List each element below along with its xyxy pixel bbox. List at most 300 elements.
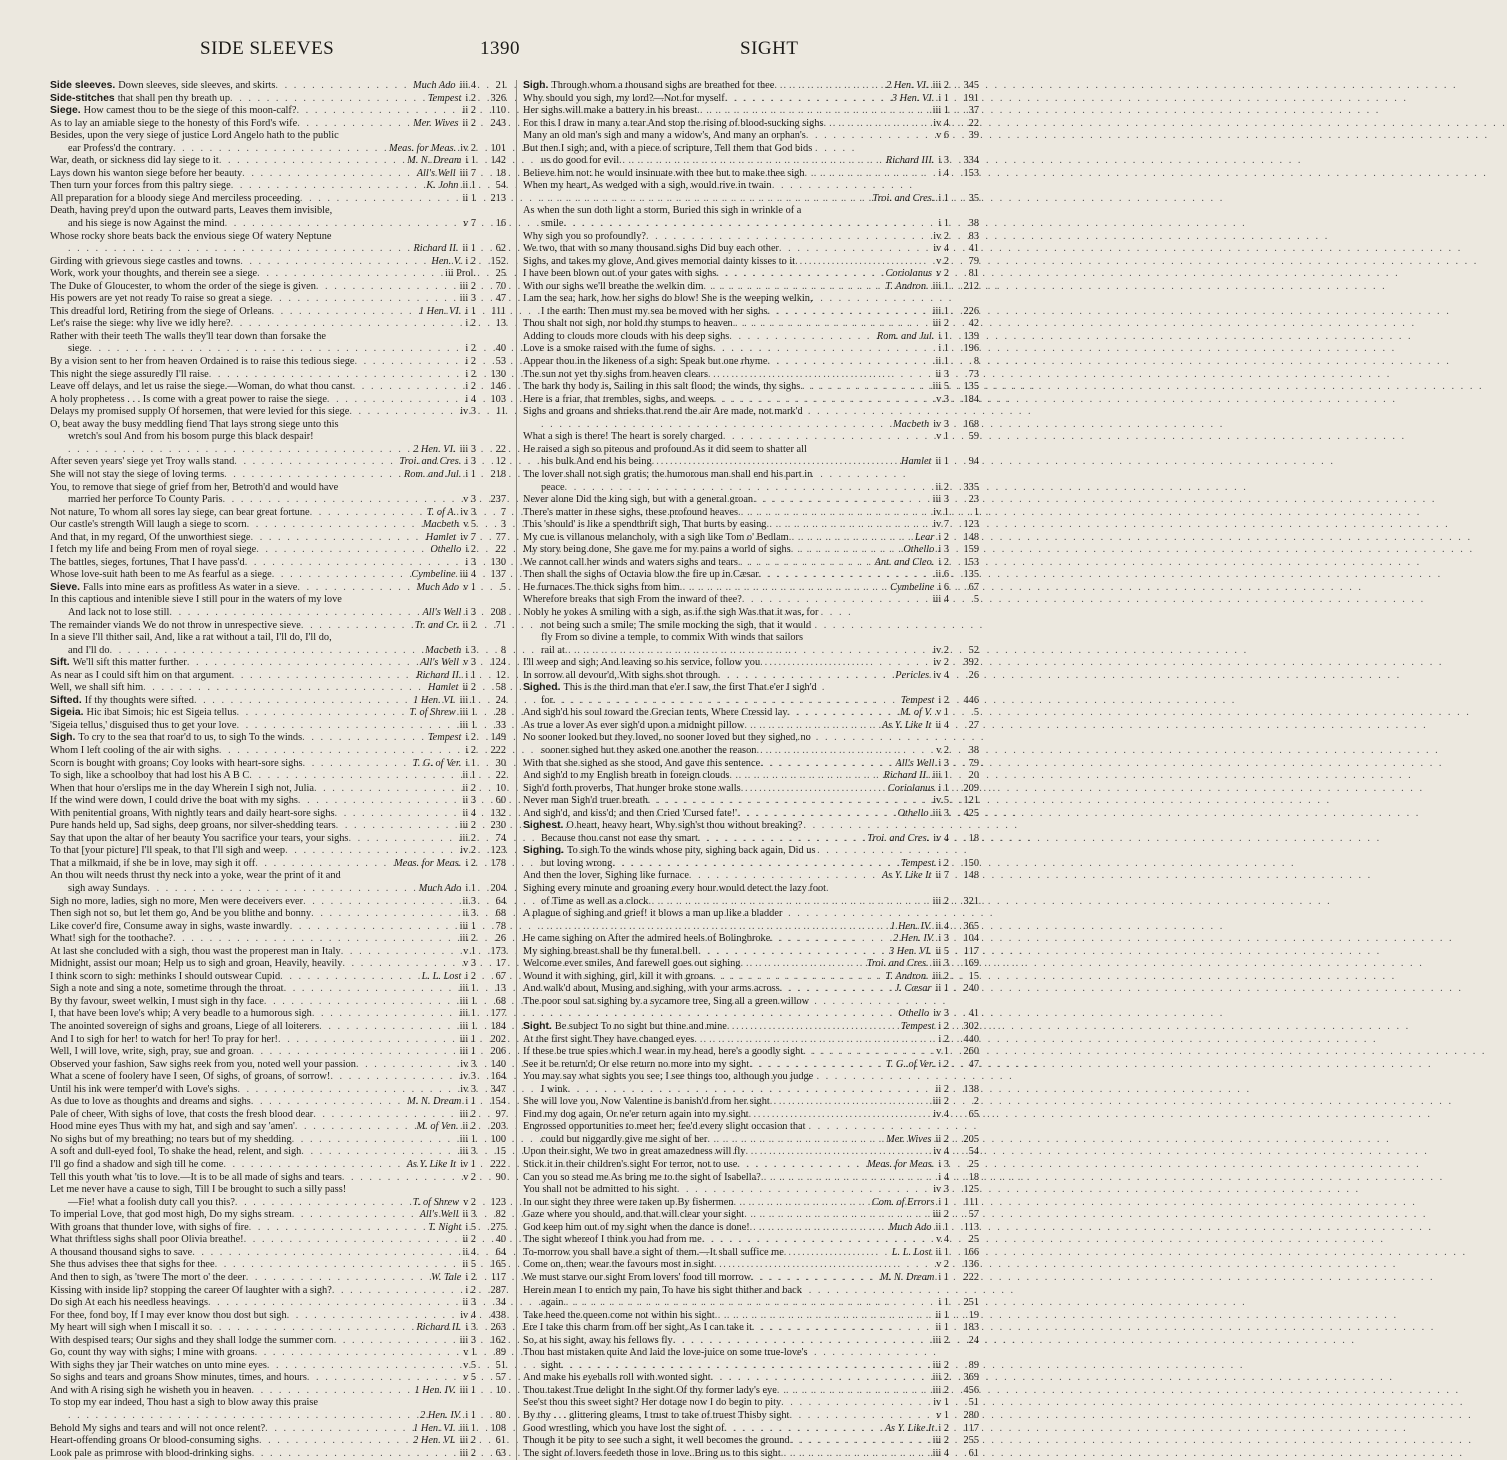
- entry-text: [50, 507, 310, 520]
- entry-text: [50, 532, 251, 545]
- quotation: of Time as well as a clock: [541, 895, 649, 907]
- line-number: 12: [495, 669, 506, 681]
- entry-text: [523, 845, 816, 858]
- entry-line: [523, 732, 979, 745]
- quotation: We'll sift this matter further: [72, 657, 187, 669]
- line-number: 40: [495, 343, 506, 355]
- quotation: smile: [541, 218, 564, 230]
- act-scene: i 2: [938, 1033, 949, 1045]
- leader-dots: [770, 933, 889, 946]
- play-title: Hamlet: [428, 682, 459, 694]
- leader-dots: [790, 1435, 925, 1448]
- leader-dots: [745, 1146, 925, 1159]
- act-scene: v 3: [463, 958, 476, 970]
- line-number: 65: [968, 1108, 979, 1120]
- entry-text: [50, 456, 234, 469]
- entry-text: [523, 1159, 737, 1172]
- leader-dots: [800, 381, 924, 394]
- line-number: 101: [490, 142, 506, 154]
- act-scene: iv 3: [460, 506, 476, 518]
- act-scene: i 2: [465, 1271, 476, 1283]
- line-number: 148: [963, 870, 979, 882]
- leader-dots: [784, 1247, 888, 1260]
- quotation: Go, count thy way with sighs; I mine with groans: [50, 1347, 255, 1359]
- entry-text: [50, 268, 257, 281]
- quotation: When that hour o'erslips me in the day Wherein I sigh not, Julia: [50, 782, 314, 794]
- entry-text: [523, 783, 741, 796]
- line-number: 135: [963, 569, 979, 581]
- act-scene: i 2: [465, 970, 476, 982]
- quotation: Because thou canst not ease thy smart: [541, 832, 698, 844]
- line-number: 34: [495, 1297, 506, 1309]
- entry-line: [523, 293, 979, 306]
- line-number: 125: [963, 1184, 979, 1196]
- entry-text: [523, 682, 817, 695]
- leader-dots: [147, 883, 414, 896]
- line-number: 392: [963, 657, 979, 669]
- entry-text: [50, 557, 245, 570]
- entry-line: [523, 983, 979, 996]
- leader-dots: [224, 469, 400, 482]
- entry-text: [523, 268, 716, 281]
- leader-dots: [734, 1197, 868, 1210]
- leader-dots: [314, 783, 455, 796]
- line-number: 78: [495, 920, 506, 932]
- act-scene: iv 4: [933, 832, 949, 844]
- entry-text: [50, 971, 280, 984]
- act-scene: iv 3: [933, 1008, 949, 1020]
- quotation: O heart, heavy heart, Why sigh'st thou without breaking?: [566, 820, 803, 832]
- entry-line: [50, 1034, 506, 1047]
- play-title: Coriolanus: [885, 268, 933, 280]
- entry-line: [523, 1272, 979, 1285]
- line-number: 205: [963, 1133, 979, 1145]
- quotation: Well, we shall sift him: [50, 682, 144, 694]
- quotation: And that, in my regard, Of the unworthiest siege: [50, 531, 251, 543]
- act-scene: i 2: [465, 732, 476, 744]
- play-title: Hamlet: [425, 531, 457, 543]
- quotation: Delays my promised supply Of horsemen, that were levied for this siege: [50, 406, 350, 418]
- line-number: 26: [495, 933, 506, 945]
- quotation: Tell this youth what 'tis to love.—It is to be all made of sighs and tears: [50, 1171, 342, 1183]
- entry-line: [50, 507, 506, 520]
- quotation: Heart-offending groans Or blood-consuming sighs: [50, 1435, 259, 1447]
- quotation: 'Sigeia tellus,' disguised thus to get your love: [50, 719, 237, 731]
- act-scene: v 1: [936, 431, 949, 443]
- entry-line: [523, 1222, 979, 1235]
- act-scene: iii 3: [459, 1146, 476, 1158]
- entry-text: [50, 1322, 210, 1335]
- leader-dots: [718, 670, 891, 683]
- play-title: All's Well: [420, 657, 460, 669]
- entry-line: [50, 406, 506, 419]
- entry-line: [523, 482, 979, 495]
- entry-text: [50, 482, 338, 495]
- leader-dots: [303, 896, 454, 909]
- entry-text: [523, 1423, 724, 1436]
- line-number: 222: [490, 1159, 506, 1171]
- quotation: This dreadful lord, Retiring from the siege of Orleans: [50, 305, 272, 317]
- leader-dots: [303, 758, 409, 771]
- leader-dots: [714, 1259, 928, 1272]
- entry-text: [523, 732, 811, 745]
- entry-text: [50, 582, 297, 595]
- entry-text: [523, 582, 680, 595]
- line-number: 206: [490, 1046, 506, 1058]
- entry-text: [50, 544, 256, 557]
- entry-text: [523, 1071, 813, 1084]
- quotation: You, to remove that siege of grief from her, Betroth'd and would have: [50, 481, 339, 493]
- act-scene: i 3: [465, 606, 476, 618]
- entry-text: [50, 958, 342, 971]
- act-scene: v 5: [463, 1372, 476, 1384]
- play-title: Cymbeline: [411, 569, 456, 581]
- quotation: A plague of sighing and grief! it blows a man up like a bladder: [523, 908, 783, 920]
- act-scene: i 2: [938, 1422, 949, 1434]
- entry-text: [50, 1272, 246, 1285]
- entry-text: [541, 1134, 707, 1147]
- act-scene: i 1: [465, 757, 476, 769]
- line-number: 60: [495, 795, 506, 807]
- entry-line: [50, 419, 506, 432]
- act-scene: v 3: [463, 494, 476, 506]
- entry-line: [523, 883, 979, 896]
- act-scene: iv 2: [460, 845, 476, 857]
- entry-text: [50, 946, 341, 959]
- leader-dots: [749, 1059, 881, 1072]
- play-title: Rom. and Jul.: [403, 468, 462, 480]
- line-number: 148: [963, 531, 979, 543]
- line-number: 111: [491, 305, 506, 317]
- leader-dots: [727, 1021, 897, 1034]
- act-scene: ii 4: [935, 920, 949, 932]
- leader-dots: [223, 1159, 402, 1172]
- quotation: And sigh'd, and kiss'd; and then Cried 'Cursed fate!': [523, 807, 738, 819]
- play-title: All's Well: [416, 167, 456, 179]
- entry-line: [523, 1021, 979, 1034]
- line-number: 53: [495, 356, 506, 368]
- line-number: 153: [963, 167, 979, 179]
- headword: Sighest.: [523, 820, 564, 832]
- line-number: 10: [495, 782, 506, 794]
- quotation: Come on, then; wear the favours most in sight: [523, 1259, 715, 1271]
- leader-dots: [264, 996, 452, 1009]
- act-scene: i 1: [465, 305, 476, 317]
- quotation: Besides, upon the very siege of justice Lord Angelo hath to the public: [50, 130, 339, 142]
- line-number: 425: [963, 807, 979, 819]
- leader-dots: [714, 394, 928, 407]
- entry-line: [523, 1397, 979, 1410]
- play-title: Richard III.: [885, 155, 935, 167]
- act-scene: iv 3: [460, 1071, 476, 1083]
- entry-line: [523, 1197, 979, 1210]
- leader-dots: [68, 1410, 416, 1423]
- quotation: Lays down his wanton siege before her beauty: [50, 167, 243, 179]
- quotation: Her sighs will make a battery in his breast: [523, 105, 698, 117]
- act-scene: i 2: [465, 356, 476, 368]
- leader-dots: [648, 795, 925, 808]
- quotation: In this captious and intenible sieve I still pour in the waters of my love: [50, 594, 342, 606]
- entry-line: [523, 645, 979, 658]
- line-number: 2: [973, 1096, 979, 1108]
- act-scene: ii 7: [935, 870, 949, 882]
- leader-dots: [767, 306, 924, 319]
- act-scene: ii 6: [935, 569, 949, 581]
- quotation: Engrossed opportunities to meet her; fee'd every slight occasion that: [523, 1121, 806, 1133]
- quotation: Do sigh At each his needless heavings: [50, 1297, 208, 1309]
- entry-text: [50, 707, 236, 720]
- quotation: To sigh To the winds whose pity, sighing back again, Did us: [566, 845, 816, 857]
- act-scene: i 1: [938, 218, 949, 230]
- entry-line: [50, 130, 506, 143]
- act-scene: ii 1: [935, 1309, 949, 1321]
- quotation: fly From so divine a temple, to commix With winds that sailors: [541, 632, 803, 644]
- entry-line: [523, 369, 979, 382]
- entry-text: [523, 406, 803, 419]
- entry-text: [50, 1385, 251, 1398]
- entry-line: [523, 218, 979, 231]
- quotation: again: [541, 1297, 564, 1309]
- quotation: With sighs they jar Their watches on unto mine eyes: [50, 1359, 267, 1371]
- line-number: 321: [963, 895, 979, 907]
- act-scene: i 1: [465, 883, 476, 894]
- line-number: 177: [490, 1008, 506, 1020]
- entry-text: [523, 369, 708, 382]
- leader-dots: [301, 620, 411, 633]
- line-number: 226: [963, 305, 979, 317]
- act-scene: v 4: [936, 1234, 949, 1246]
- quotation: Here is a friar, that trembles, sighs, and weeps: [523, 393, 714, 405]
- quotation: By a vision sent to her from heaven Ordained is to raise this tedious siege: [50, 356, 355, 368]
- entry-text: [523, 770, 729, 783]
- headword: Sight.: [523, 1021, 552, 1033]
- act-scene: ii 1: [935, 1322, 949, 1334]
- line-number: 22: [495, 443, 506, 455]
- entry-line: [50, 670, 506, 683]
- leader-dots: [752, 1322, 927, 1335]
- entry-line: [50, 557, 506, 570]
- play-title: Mer. Wives: [886, 1133, 932, 1145]
- leader-dots: [750, 1222, 885, 1235]
- entry-text: [523, 444, 807, 457]
- line-number: 20: [968, 770, 979, 782]
- play-title: Mer. Wives: [413, 117, 459, 129]
- leader-dots: [330, 1071, 452, 1084]
- line-number: 173: [490, 945, 506, 957]
- act-scene: ii 2: [462, 619, 476, 631]
- play-title: T. Night: [428, 1221, 462, 1233]
- line-number: 103: [490, 393, 506, 405]
- quotation: Then sigh not so, but let them go, And be you blithe and bonny: [50, 908, 312, 920]
- line-number: 222: [490, 744, 506, 756]
- act-scene: i 2: [465, 544, 476, 556]
- entry-line: [523, 770, 979, 783]
- entry-text: [541, 745, 756, 758]
- headword: Sifted.: [50, 694, 82, 706]
- leader-dots: [708, 369, 927, 382]
- leader-dots: [738, 507, 925, 520]
- line-number: 121: [963, 795, 979, 807]
- quotation: With that she sighed as she stood, And gave this sentence: [523, 757, 761, 769]
- entry-line: [50, 620, 506, 633]
- act-scene: iii 2: [459, 1447, 476, 1459]
- leader-dots: [563, 1297, 930, 1310]
- headword: Sigh.: [523, 80, 549, 91]
- line-number: 165: [490, 1259, 506, 1271]
- leader-dots: [173, 933, 452, 946]
- entry-text: [523, 820, 803, 833]
- play-title: Macbeth: [422, 519, 460, 531]
- leader-dots: [789, 1410, 928, 1423]
- leader-dots: [298, 795, 455, 808]
- entry-text: [68, 883, 147, 896]
- line-number: 63: [495, 1447, 506, 1459]
- entry-text: [50, 1285, 332, 1298]
- leader-dots: [235, 1197, 409, 1210]
- line-number: 184: [490, 1021, 506, 1033]
- act-scene: ii 2: [462, 782, 476, 794]
- entry-text: [50, 1084, 237, 1097]
- act-scene: iii 1: [459, 707, 476, 719]
- quotation: With groans that thunder love, with sighs of fire: [50, 1221, 249, 1233]
- leader-dots: [327, 394, 457, 407]
- act-scene: iii 1: [932, 305, 949, 317]
- line-number: 51: [495, 1359, 506, 1371]
- leader-dots: [756, 745, 928, 758]
- play-title: 1 Hen. VI.: [413, 694, 456, 706]
- quotation: Stick it in their children's sight For terror, not to use: [523, 1159, 738, 1171]
- quotation: What a scene of foolery have I seen, Of sighs, of groans, of sorrow!: [50, 1071, 331, 1083]
- play-title: 2 Hen. VI.: [413, 443, 456, 455]
- entry-line: [50, 444, 506, 457]
- left-column: [50, 80, 506, 1460]
- entry-line: [523, 93, 979, 106]
- play-title: L. L. Lost: [421, 970, 462, 982]
- entry-text: [523, 670, 718, 683]
- leader-dots: [729, 331, 873, 344]
- act-scene: iii 2: [932, 80, 949, 91]
- entry-text: [523, 1096, 770, 1109]
- quotation: And then the lover, Sighing like furnace: [523, 870, 689, 882]
- entry-text: [50, 1034, 278, 1047]
- entry-text: [50, 1008, 312, 1021]
- entry-line: [50, 971, 506, 984]
- headword: Sighed.: [523, 682, 561, 694]
- act-scene: iv 3: [460, 1058, 476, 1070]
- quotation: But then I sigh; and, with a piece of scripture, Tell them that God bids: [523, 142, 813, 154]
- entry-text: [523, 544, 791, 557]
- entry-text: [523, 1184, 677, 1197]
- act-scene: iv 4: [933, 1146, 949, 1158]
- entry-line: [50, 1197, 506, 1210]
- play-title: All's Well: [419, 1209, 459, 1221]
- line-number: 17: [495, 958, 506, 970]
- leader-dots: [568, 1084, 928, 1097]
- line-number: 440: [963, 1033, 979, 1045]
- leader-dots: [723, 431, 928, 444]
- entry-text: [50, 1059, 356, 1072]
- entry-line: [50, 356, 506, 369]
- entry-line: [50, 331, 506, 344]
- entry-text: [523, 293, 813, 306]
- line-number: 110: [490, 105, 506, 117]
- play-title: All's Well: [895, 757, 935, 769]
- act-scene: ii 2: [462, 117, 476, 129]
- quotation: I am the sea; hark, how her sighs do blow! She is the weeping welkin,: [523, 293, 813, 305]
- entry-text: [523, 1059, 749, 1072]
- act-scene: iv 3: [460, 406, 476, 418]
- entry-text: [523, 1448, 781, 1460]
- leader-dots: [760, 758, 891, 771]
- leader-dots: [774, 80, 882, 93]
- play-title: Meas. for Meas.: [867, 1159, 935, 1171]
- leader-dots: [697, 105, 925, 118]
- quotation: Rather with their teeth The walls they'll tear down than forsake the: [50, 330, 326, 342]
- act-scene: ii 2: [935, 481, 949, 493]
- act-scene: v 2: [936, 1259, 949, 1271]
- entry-text: [50, 933, 173, 946]
- quotation: For this I draw in many a tear And stop the rising of blood-sucking sighs: [523, 117, 824, 129]
- leader-dots: [290, 921, 452, 934]
- act-scene: v 6: [936, 130, 949, 142]
- entry-line: [50, 1134, 506, 1147]
- entry-text: [523, 118, 824, 131]
- line-number: 25: [968, 1234, 979, 1246]
- entry-line: [523, 908, 979, 921]
- leader-dots: [760, 657, 925, 670]
- entry-line: [50, 105, 506, 118]
- line-number: 123: [490, 845, 506, 857]
- entry-line: [50, 1372, 506, 1385]
- leader-dots: [259, 1435, 409, 1448]
- quotation: married her perforce To County Paris: [68, 494, 223, 506]
- line-number: 335: [963, 481, 979, 493]
- entry-line: [50, 281, 506, 294]
- quotation: This is the third man that e'er I saw, the first That e'er I sigh'd: [563, 682, 817, 694]
- line-number: 369: [963, 1372, 979, 1384]
- entry-line: [50, 795, 506, 808]
- quotation: Falls into mine ears as profitless As water in a sieve: [83, 581, 298, 593]
- entry-line: [523, 620, 979, 633]
- headword: Sighing.: [523, 845, 564, 857]
- entry-line: [523, 607, 979, 620]
- entry-line: [523, 1109, 979, 1122]
- entry-text: [50, 682, 143, 695]
- right-column: [516, 80, 979, 1460]
- leader-dots: [249, 1222, 425, 1235]
- quotation: Pure hands held up, Sad sighs, deep groans, nor silver-shedding tears: [50, 820, 336, 832]
- quotation: War, death, or sickness did lay siege to it: [50, 155, 219, 167]
- line-number: 5: [973, 707, 979, 719]
- act-scene: iii 1: [459, 995, 476, 1007]
- act-scene: ii 2: [462, 1234, 476, 1246]
- line-number: 237: [490, 494, 506, 506]
- act-scene: i 2: [938, 556, 949, 568]
- line-number: 57: [495, 1372, 506, 1384]
- line-number: 251: [963, 1297, 979, 1309]
- act-scene: iii 1: [459, 694, 476, 706]
- entry-text: [523, 594, 742, 607]
- quotation: Take heed the queen come not within his sight: [523, 1309, 715, 1321]
- line-number: 108: [490, 1422, 506, 1434]
- entry-text: [523, 983, 780, 996]
- leader-dots: [319, 1021, 451, 1034]
- leader-dots: [791, 544, 900, 557]
- headword: Sigeia.: [50, 707, 84, 719]
- act-scene: v 7: [463, 218, 476, 230]
- leader-dots: [280, 971, 418, 984]
- quotation: As near as I could sift him on that argument: [50, 669, 232, 681]
